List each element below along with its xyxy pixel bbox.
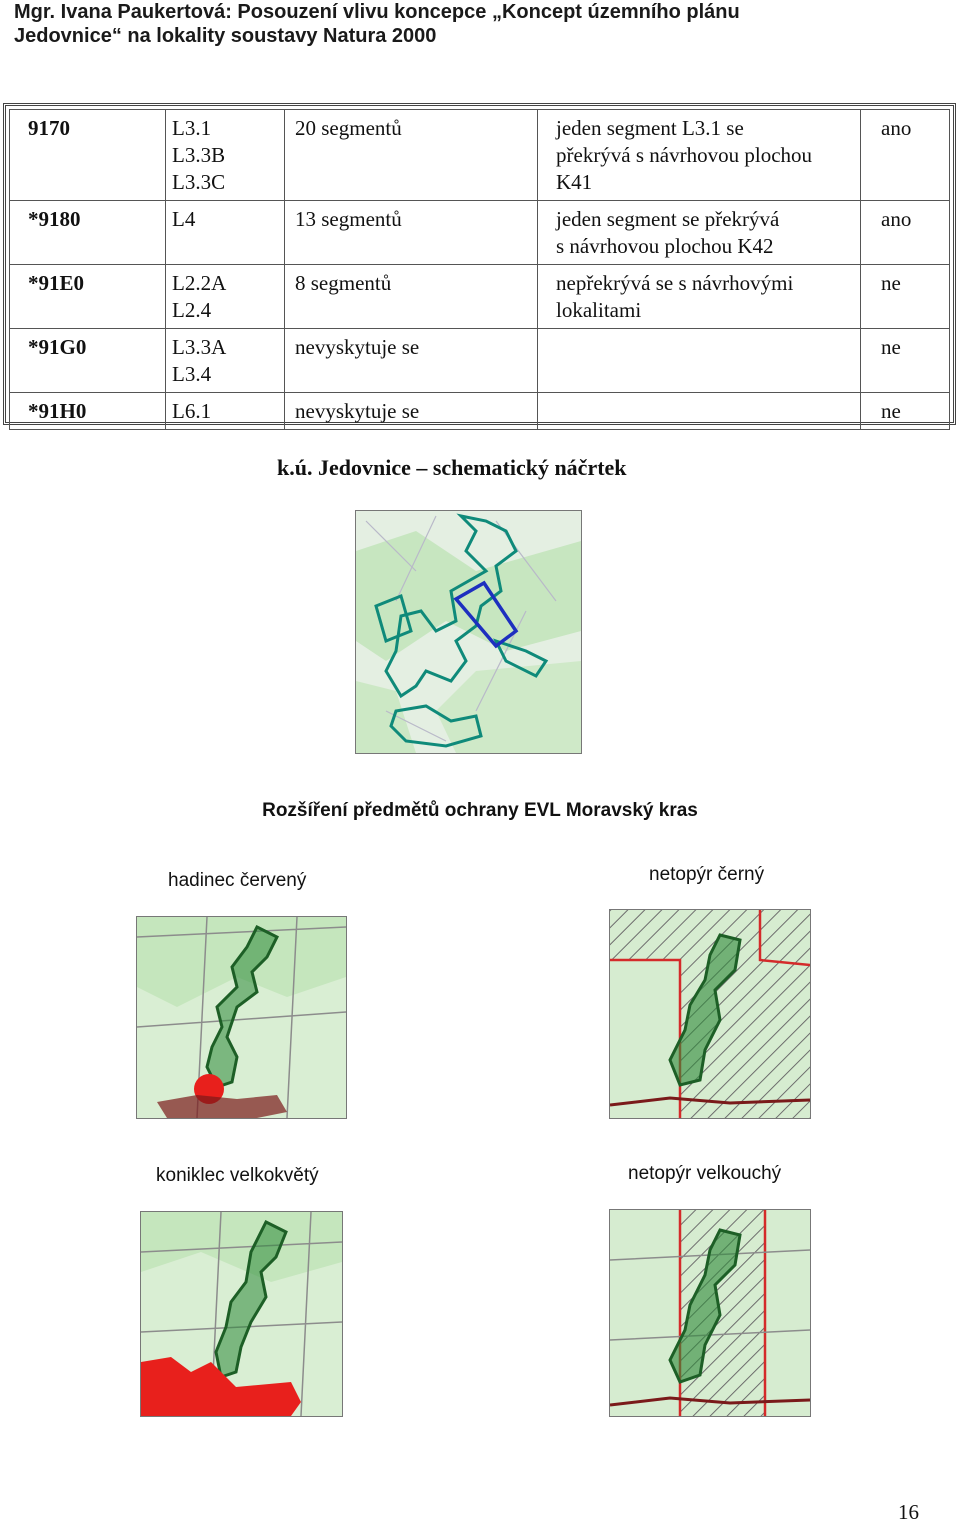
overlap-note (538, 329, 861, 393)
segment-count: 20 segmentů (285, 110, 538, 201)
table-row (10, 393, 950, 430)
note-line: s návrhovou plochou K42 (556, 234, 774, 258)
habitat-types (166, 110, 285, 201)
table-row (10, 265, 950, 329)
habitat-type: L3.3B (172, 143, 226, 167)
habitat-type: L6.1 (172, 399, 212, 423)
habitat-type: L3.1 (172, 116, 212, 140)
species-map-graphic (610, 1210, 810, 1416)
habitat-type: L4 (172, 207, 196, 231)
habitat-types (166, 329, 285, 393)
expansion-title: Rozšíření předmětů ochrany EVL Moravský kras (262, 800, 698, 821)
habitat-type: L3.3A (172, 335, 227, 359)
header-line-1: Mgr. Ivana Paukertová: Posouzení vlivu koncepce „Koncept územního plánu (14, 1, 740, 23)
overlap-note (538, 110, 861, 201)
affected-flag: ano (861, 201, 950, 265)
document-header (14, 0, 934, 48)
habitat-code: 9170 (10, 110, 166, 201)
habitat-code: *9180 (10, 201, 166, 265)
overlap-note (538, 265, 861, 329)
segment-count: nevyskytuje se (285, 393, 538, 430)
sketch-map (355, 510, 582, 754)
habitat-type: L2.4 (172, 298, 212, 322)
species-label: netopýr černý (649, 864, 765, 885)
sketch-caption: k.ú. Jedovnice – schematický náčrtek (277, 455, 627, 480)
species-map-graphic (610, 910, 810, 1118)
note-line: nepřekrývá se s návrhovými (556, 271, 794, 295)
overlap-note (538, 393, 861, 430)
note-line: jeden segment L3.1 se (556, 116, 744, 140)
habitat-types (166, 265, 285, 329)
page-number: 16 (898, 1500, 919, 1524)
affected-flag: ne (861, 393, 950, 430)
species-map-graphic (141, 1212, 342, 1416)
habitat-type: L3.3C (172, 170, 226, 194)
species-map-koniklec (140, 1211, 343, 1417)
header-line-2: Jedovnice“ na lokality soustavy Natura 2000 (14, 25, 437, 47)
species-map-hadinec (136, 916, 347, 1119)
habitat-code: *91E0 (10, 265, 166, 329)
species-label: netopýr velkouchý (628, 1163, 782, 1184)
table-row (10, 329, 950, 393)
affected-flag: ne (861, 265, 950, 329)
species-label: hadinec červený (168, 870, 307, 891)
affected-flag: ne (861, 329, 950, 393)
species-map-netopyr-velkouchy (609, 1209, 811, 1417)
habitat-table (9, 109, 950, 430)
segment-count: 8 segmentů (285, 265, 538, 329)
habitat-types (166, 201, 285, 265)
sketch-map-graphic (356, 511, 581, 753)
table-row (10, 110, 950, 201)
habitat-types (166, 393, 285, 430)
overlap-note (538, 201, 861, 265)
habitat-code: *91G0 (10, 329, 166, 393)
affected-flag: ano (861, 110, 950, 201)
note-line: K41 (556, 170, 593, 194)
species-map-netopyr-cerny (609, 909, 811, 1119)
segment-count: nevyskytuje se (285, 329, 538, 393)
note-line: lokalitami (556, 298, 642, 322)
habitat-table-frame (3, 103, 956, 425)
species-map-graphic (137, 917, 346, 1118)
habitat-type: L3.4 (172, 362, 212, 386)
table-row (10, 201, 950, 265)
habitat-type: L2.2A (172, 271, 227, 295)
note-line: překrývá s návrhovou plochou (556, 143, 813, 167)
habitat-code: *91H0 (10, 393, 166, 430)
species-label: koniklec velkokvětý (156, 1165, 319, 1186)
note-line: jeden segment se překrývá (556, 207, 780, 231)
segment-count: 13 segmentů (285, 201, 538, 265)
